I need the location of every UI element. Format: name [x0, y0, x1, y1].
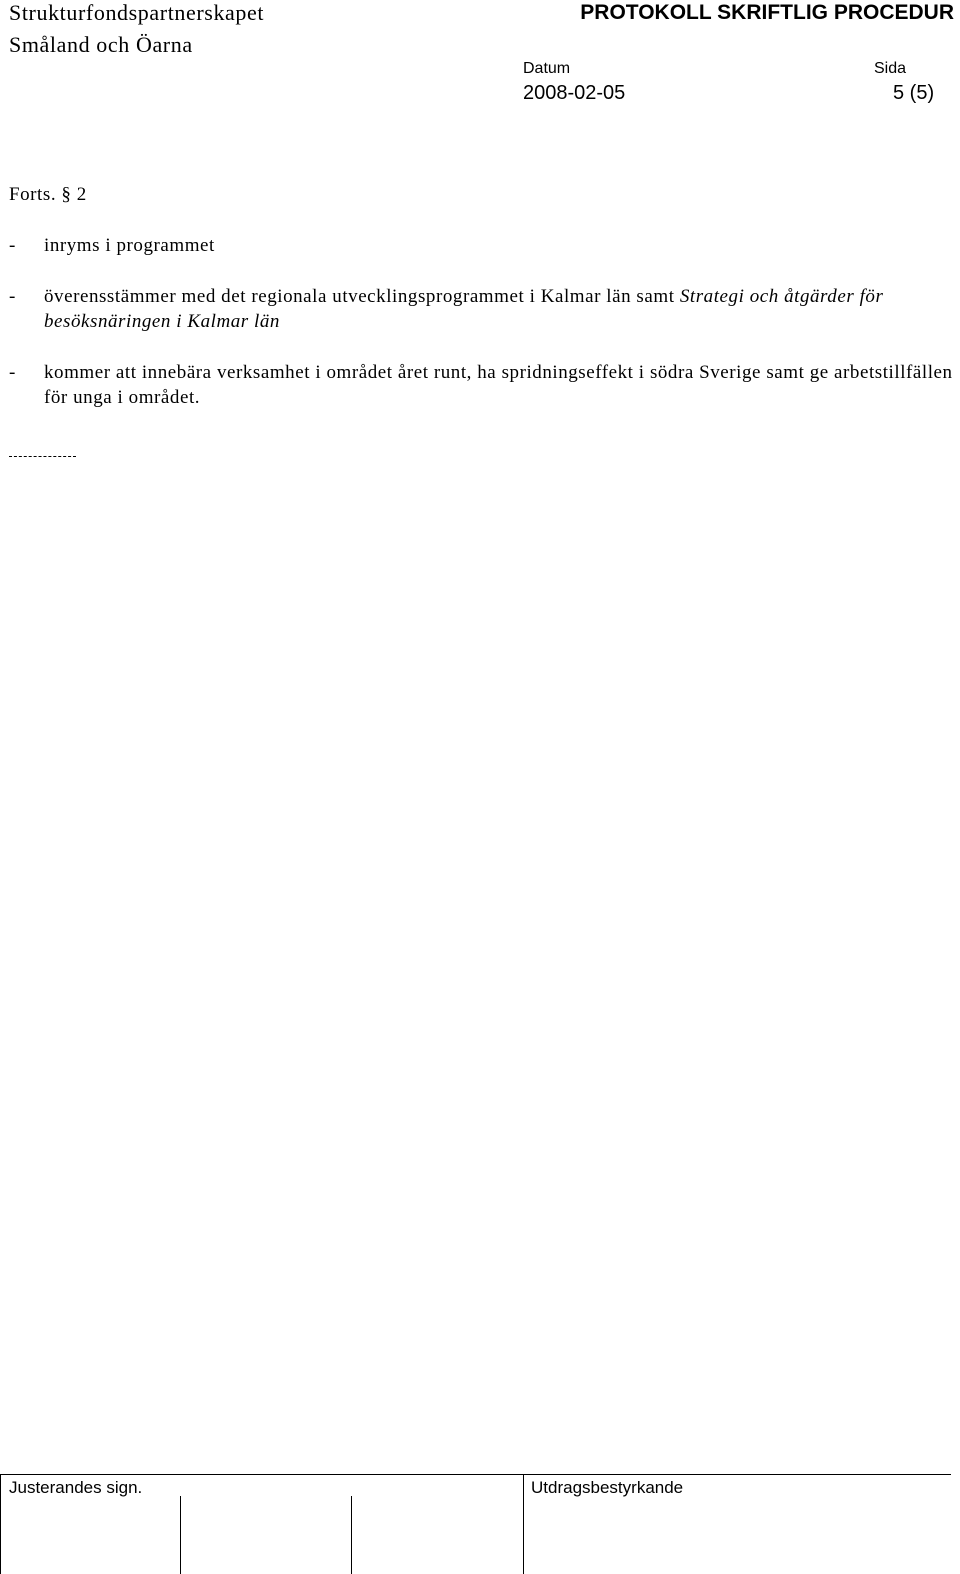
date-label: Datum — [523, 60, 571, 77]
list-item — [9, 233, 954, 258]
document-reference-title: Strategi och åtgärder för besöksnäringen i Kalmar län — [44, 286, 884, 332]
document-type-title: PROTOKOLL SKRIFTLIG PROCEDUR — [580, 1, 954, 24]
footer-divider — [523, 1474, 524, 1574]
certification-label: Utdragsbestyrkande — [531, 1478, 684, 1497]
page-label: Sida — [874, 60, 907, 77]
list-item-text: inryms i programmet — [44, 235, 215, 256]
signature-box-divider — [351, 1496, 352, 1574]
date-value: 2008-02-05 — [523, 82, 626, 104]
page-number: 5 (5) — [893, 82, 935, 104]
organization-name: Strukturfondspartnerskapet — [9, 0, 265, 25]
list-item-text — [44, 284, 954, 334]
signature-label: Justerandes sign. — [9, 1478, 143, 1497]
list-item — [9, 284, 954, 334]
end-of-text-rule — [9, 456, 76, 457]
list-item-plain-text: överensstämmer med det regionala utvecklingsprogrammet i Kalmar län samt — [44, 286, 680, 307]
list-dash: - — [9, 286, 16, 307]
footer-divider — [0, 1474, 1, 1574]
list-item-text: kommer att innebära verksamhet i området året runt, ha spridningseffekt i södra Sverige samt ge arbetstillfällen för unga i området. — [44, 362, 953, 408]
list-dash: - — [9, 362, 16, 383]
signature-box-divider — [180, 1496, 181, 1574]
continuation-heading: Forts. § 2 — [9, 184, 87, 205]
organization-region: Småland och Öarna — [9, 32, 193, 57]
list-item — [9, 360, 954, 410]
footer-top-rule — [0, 1474, 951, 1475]
list-dash: - — [9, 235, 16, 256]
